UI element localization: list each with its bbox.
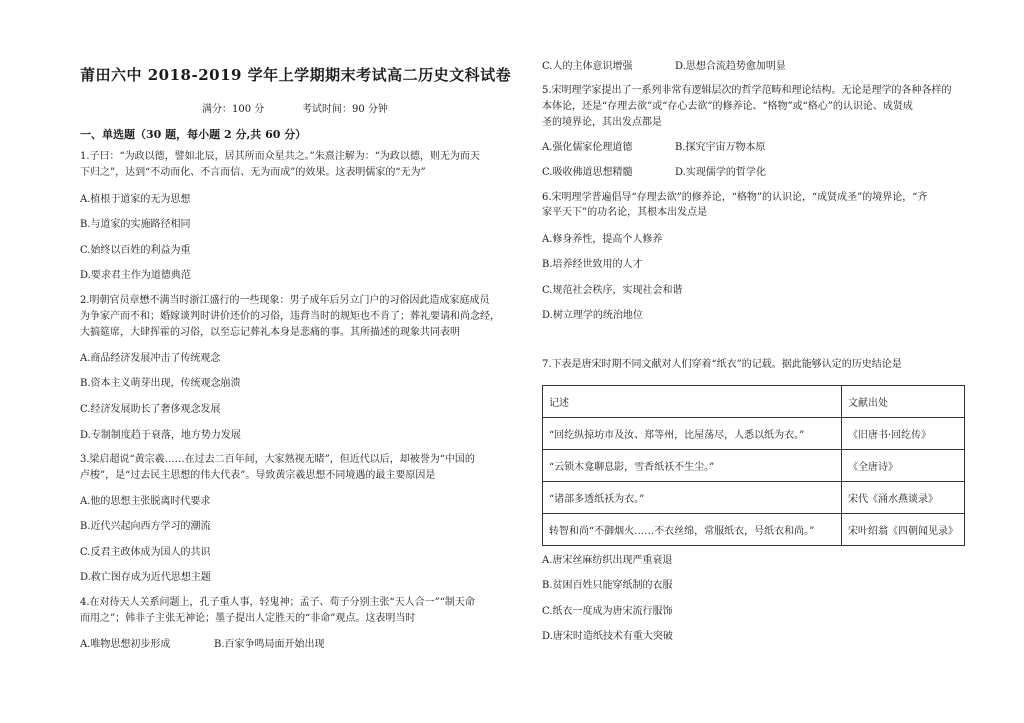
table-row (543, 482, 965, 514)
question-5-line-2: 本体论，还是“存理去欲”或“存心去欲”的修养论、“格物”或“格心”的认识论、成贤成 (542, 101, 913, 112)
question-2-line-1: 2.明朝官员章懋不满当时浙江盛行的一些现象：男子成年后另立门户的习俗因此造成家庭成员 (80, 295, 490, 306)
question-7-option-b: B.贫困百姓只能穿纸制的衣服 (542, 580, 673, 591)
question-6-option-c: C.规范社会秩序，实现社会和谐 (542, 285, 683, 296)
section-title: 一、单选题（30 题，每小题 2 分,共 60 分） (80, 128, 307, 141)
table-header-cell: 记述 (543, 386, 842, 418)
question-1-line-2: 下归之”，达到“不动而化、不言而信、无为而成”的效果。这表明儒家的“无为” (80, 167, 426, 178)
table-cell: “回纥纵掠坊市及汝、郑等州，比屋荡尽，人悉以纸为衣。” (543, 418, 842, 450)
question-2-option-d: D.专制制度趋于衰落，地方势力发展 (80, 430, 241, 441)
exam-title: 莆田六中 2018-2019 学年上学期期末考试高二历史文科试卷 (80, 66, 512, 84)
question-1-option-c: C.始终以百姓的利益为重 (80, 245, 191, 256)
table-row (543, 450, 965, 482)
question-2-option-b: B.资本主义萌芽出现，传统观念崩溃 (80, 378, 241, 389)
question-6-option-d: D.树立理学的统治地位 (542, 310, 643, 321)
question-5-option-b: B.探究宇宙万物本原 (675, 142, 766, 153)
question-3-option-b: B.近代兴起向西方学习的潮流 (80, 521, 211, 532)
question-3-line-1: 3.梁启超说“黄宗羲……在过去二百年间，大家熟视无睹”，但近代以后，却被誉为“中国的 (80, 454, 475, 465)
question-2-option-c: C.经济发展助长了奢侈观念发展 (80, 404, 221, 415)
question-6-option-b: B.培养经世致用的人才 (542, 259, 643, 270)
question-7-option-d: D.唐宋时造纸技术有重大突破 (542, 631, 673, 642)
table-row (543, 418, 965, 450)
full-score: 满分：100 分 (202, 104, 265, 115)
question-2-line-2: 为争家产而不和；婚嫁谈判时讲价还价的习俗，违背当时的规矩也不肯了；葬礼要请和尚念经， (80, 311, 500, 322)
question-2-option-a: A.商品经济发展冲击了传统观念 (80, 353, 221, 364)
question-7-option-c: C.纸衣一度成为唐宋流行服饰 (542, 606, 673, 617)
question-3-option-c: C.反君主政体成为国人的共识 (80, 547, 211, 558)
question-5-option-a: A.强化儒家伦理道德 (542, 142, 633, 153)
table-cell: “云锁木龛聊息影，雪香纸袄不生尘。” (543, 450, 842, 482)
exam-time: 考试时间：90 分钟 (302, 104, 388, 115)
question-6-line-2: 家平天下”的功名论，其根本出发点是 (542, 207, 708, 218)
table-cell: 《全唐诗》 (842, 450, 965, 482)
paper-clothing-table (542, 385, 965, 546)
question-3-option-a: A.他的思想主张脱离时代要求 (80, 496, 211, 507)
question-6-option-a: A.修身养性，提高个人修养 (542, 234, 663, 245)
table-header-cell: 文献出处 (842, 386, 965, 418)
question-7-line-1: 7.下表是唐宋时期不同文献对人们穿着“纸衣”的记载。据此能够认定的历史结论是 (542, 359, 902, 370)
table-header-row (543, 386, 965, 418)
question-4-option-d: D.思想合流趋势愈加明显 (675, 61, 786, 72)
question-4-option-b: B.百家争鸣局面开始出现 (214, 639, 325, 650)
question-1-option-a: A.植根于道家的无为思想 (80, 194, 191, 205)
table-row (543, 514, 965, 546)
table-cell: 宋叶绍翁《四朝闻见录》 (842, 514, 965, 546)
table-cell: 转智和尚“不御烟火……不衣丝绵，常服纸衣，号纸衣和尚。” (543, 514, 842, 546)
question-4-line-1: 4.在对待天人关系问题上，孔子重人事，轻鬼神；孟子、荀子分别主张“天人合一”“制天命 (80, 597, 475, 608)
question-4-option-a: A.唯物思想初步形成 (80, 639, 171, 650)
question-5-option-d: D.实现儒学的哲学化 (675, 167, 766, 178)
question-6-line-1: 6.宋明理学普遍倡导“存理去欲”的修养论，“格物”的认识论，“成贤成圣”的境界论，“齐 (542, 192, 928, 203)
question-1-option-b: B.与道家的实施路径相同 (80, 219, 191, 230)
question-3-option-d: D.救亡图存成为近代思想主题 (80, 572, 211, 583)
question-1-line-1: 1.子曰：“为政以德，譬如北辰，居其所而众星共之。”朱熹注解为：“为政以德，则无为而天 (80, 151, 480, 162)
question-4-option-c: C.人的主体意识增强 (542, 61, 633, 72)
table-cell: 《旧唐书·回纥传》 (842, 418, 965, 450)
question-4-line-2: 而用之”；韩非子主张无神论；墨子提出人定胜天的“非命”观点。这表明当时 (80, 613, 416, 624)
question-7-option-a: A.唐宋丝麻纺织出现严重衰退 (542, 555, 673, 566)
question-5-option-c: C.吸收佛道思想精髓 (542, 167, 633, 178)
question-3-line-2: 卢梭”，是“过去民主思想的伟大代表”。导致黄宗羲思想不同境遇的最主要原因是 (80, 470, 436, 481)
question-5-line-1: 5.宋明理学家提出了一系列非常有逻辑层次的哲学范畴和理论结构。无论是理学的各种各样的 (542, 85, 952, 96)
question-5-line-3: 圣的境界论，其出发点都是 (542, 117, 662, 128)
table-cell: “诸部多透纸袄为衣。” (543, 482, 842, 514)
question-1-option-d: D.要求君主作为道德典范 (80, 270, 191, 281)
question-2-line-3: 大搞筵席，大肆挥霍的习俗，以至忘记葬礼本身是悲痛的事。其所描述的现象共同表明 (80, 327, 460, 338)
table-cell: 宋代《涌水燕谈录》 (842, 482, 965, 514)
